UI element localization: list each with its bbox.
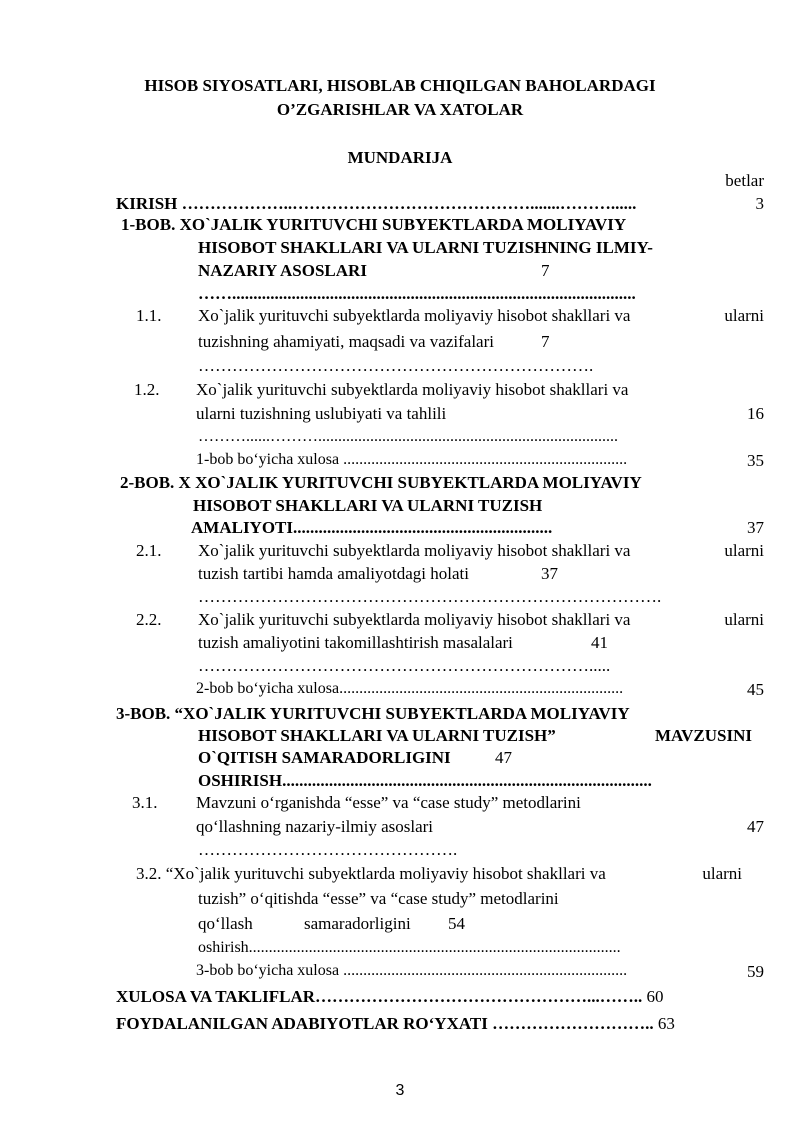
toc-section-1-2-number: 1.2. [134,380,160,399]
toc-page-section-3-1: 47 [747,817,764,836]
toc-section-3-2-line2: tuzish” o‘qitishda “esse” va “case study” metodlarini [198,889,559,908]
toc-section-1-1-dots: ……………………………………………………………. [198,356,594,375]
toc-section-2-1-number: 2.1. [136,541,162,560]
toc-section-2-2-line2: tuzish amaliyotini takomillashtirish masalalari [198,633,513,652]
toc-chapter3-tail: MAVZUSINI [655,726,752,745]
toc-chapter2-line1: 2-BOB. X XO`JALIK YURITUVCHI SUBYEKTLARDA MOLIYAVIY [120,473,642,492]
toc-page-chapter2: 37 [747,518,764,537]
toc-section-2-2-number: 2.2. [136,610,162,629]
toc-chapter2-line3: AMALIYOTI............................................................. [191,518,553,537]
toc-page-summary-chapter3: 59 [747,962,764,981]
toc-page-summary-chapter1: 35 [747,451,764,470]
contents-heading: MUNDARIJA [347,148,453,167]
toc-section-1-2-dots: ………......………........................................................................... [198,428,618,445]
toc-page-section-2-1: 37 [541,564,558,583]
toc-chapter1-line3: NAZARIY ASOSLARI [198,261,367,280]
toc-chapter1-line1: 1-BOB. XO`JALIK YURITUVCHI SUBYEKTLARDA MOLIYAVIY [121,215,627,234]
toc-section-1-2-line1: Xo`jalik yurituvchi subyektlarda moliyaviy hisobot shakllari va [196,380,629,399]
toc-section-3-1-line1: Mavzuni o‘rganishda “esse” va “case study” metodlarini [196,793,581,812]
toc-entry-references: FOYDALANILGAN ADABIYOTLAR RO‘YXATI ……………………….. 63 [116,1014,675,1033]
pages-label: betlar [725,171,764,190]
toc-summary-chapter2: 2-bob bo‘yicha xulosa....................................................................... [196,680,624,697]
toc-section-3-1-line2: qo‘llashning nazariy-ilmiy asoslari [196,817,433,836]
toc-page-section-1-1: 7 [541,332,550,351]
toc-section-1-1-tail: ularni [724,306,764,325]
toc-section-2-1-line2: tuzish tartibi hamda amaliyotdagi holati [198,564,469,583]
toc-chapter3-line1: 3-BOB. “XO`JALIK YURITUVCHI SUBYEKTLARDA MOLIYAVIY [116,704,630,723]
toc-section-2-1-dots: ………………………………………………………………………. [198,587,662,606]
toc-section-3-2-line3a: qo‘llash [198,914,253,933]
toc-chapter3-line3: O`QITISH SAMARADORLIGINI [198,748,451,767]
toc-page-chapter3: 47 [495,748,512,767]
toc-page-section-2-2: 41 [591,633,608,652]
toc-summary-chapter3: 3-bob bo‘yicha xulosa ....................................................................... [196,962,628,979]
toc-section-1-1-number: 1.1. [136,306,162,325]
toc-page-section-1-2: 16 [747,404,764,423]
toc-chapter1-line2: HISOBOT SHAKLLARI VA ULARNI TUZISHNING ILMIY- [198,238,653,257]
toc-entry-kirish: KIRISH ………………..…………………………………….......………...... [116,194,637,213]
toc-section-1-2-line2: ularni tuzishning uslubiyati va tahlili [196,404,447,423]
toc-section-2-1-line1: Xo`jalik yurituvchi subyektlarda moliyaviy hisobot shakllari va [198,541,631,560]
toc-section-2-1-tail: ularni [724,541,764,560]
toc-page-section-3-2: 54 [448,914,465,933]
toc-section-3-2-line4: oshirish............................................................................................. [198,939,621,956]
toc-page-summary-chapter2: 45 [747,680,764,699]
toc-section-2-2-line1: Xo`jalik yurituvchi subyektlarda moliyaviy hisobot shakllari va [198,610,631,629]
toc-section-1-1-line1: Xo`jalik yurituvchi subyektlarda moliyaviy hisobot shakllari va [198,306,631,325]
toc-chapter3-line4: OSHIRISH....................................................................................... [198,771,652,790]
toc-page-kirish: 3 [755,194,764,213]
toc-section-3-1-number: 3.1. [132,793,158,812]
toc-section-3-2-line1: 3.2. “Xo`jalik yurituvchi subyektlarda moliyaviy hisobot shakllari va [136,864,606,883]
toc-section-3-1-dots: ………………………………………. [198,840,458,859]
toc-chapter1-dots: ……............................................................................................... [198,284,636,303]
toc-section-2-2-dots: ……………………………………………………………..... [198,656,611,675]
toc-chapter3-line2: HISOBOT SHAKLLARI VA ULARNI TUZISH” [198,726,556,745]
toc-section-3-2-tail: ularni [702,864,742,883]
toc-section-3-2-line3b: samaradorligini [304,914,411,933]
toc-chapter2-line2: HISOBOT SHAKLLARI VA ULARNI TUZISH [193,496,543,515]
page-number: 3 [395,1082,405,1099]
toc-page-chapter1: 7 [541,261,550,280]
toc-section-2-2-tail: ularni [724,610,764,629]
document-title-line1: HISOB SIYOSATLARI, HISOBLAB CHIQILGAN BAHOLARDAGI [144,76,656,95]
toc-section-1-1-line2: tuzishning ahamiyati, maqsadi va vazifalari [198,332,494,351]
toc-summary-chapter1: 1-bob bo‘yicha xulosa ....................................................................... [196,451,628,468]
document-title-line2: O’ZGARISHLAR VA XATOLAR [276,100,524,119]
toc-entry-conclusions: XULOSA VA TAKLIFLAR…………………………………………...…….. 60 [116,987,664,1006]
